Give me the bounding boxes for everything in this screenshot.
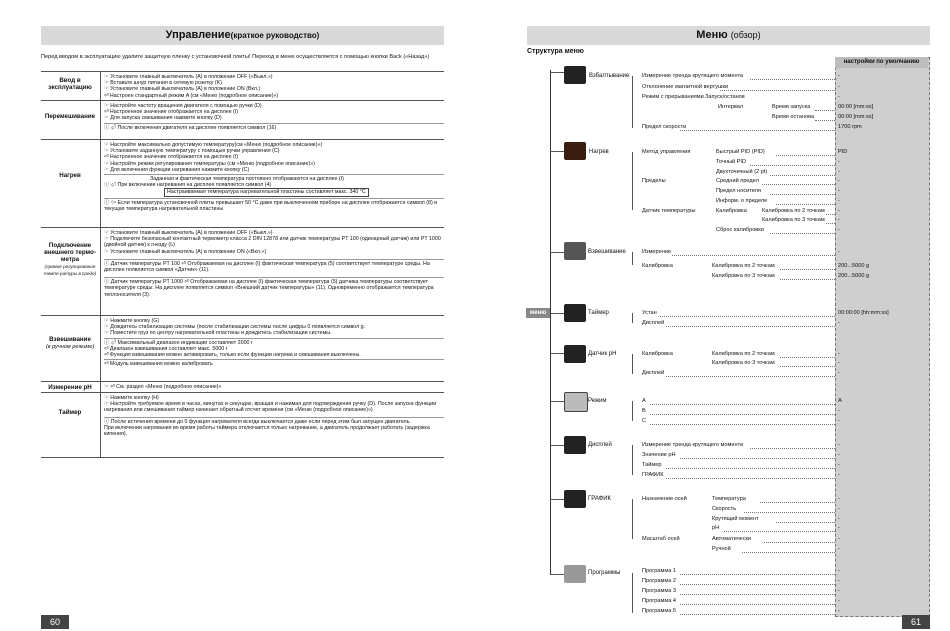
leader [724,531,835,532]
row-line: ⏎ Модуль взвешивания можно калибровать [104,359,444,367]
menu-item: Время запуска [772,104,811,110]
ph-sensor-icon [564,345,586,363]
default-value: - [838,588,840,594]
row-line: ☞ Дождитесь стабилизации системы (после стабилизации системы после цифры 0 появляется символ g. [104,324,366,331]
row-line: ☞ Установите главный выключатель (A) в положение ON («Вкл.») [104,248,267,255]
menu-item: B [642,408,646,414]
default-value: 00:00 [mm:ss] [838,104,874,110]
connector [550,313,564,314]
menu-item: Режим с прерываниями [642,94,704,100]
default-value: - [838,198,840,204]
row-line: ⓘ Датчик температуры PT 100 ⏎ Отображаемая на дисплее (I) фактическая температура (5) соответствует температуре среды. На дисплее появляется символ «Датчик» (11). [104,259,444,273]
menu-item: Запуск/останов [705,94,745,100]
menu-item: Таймер [642,462,662,468]
menu-item: Калибровка по 3 точкам [712,273,775,279]
structure-title: Структура меню [527,48,584,55]
menu-item: Автоматически [712,536,752,542]
menu-item: Калибровка по 2 точкам [762,208,825,214]
menu-item: Масштаб осей [642,536,680,542]
leader [815,120,835,121]
row-line: ⓘ ⏎ После включения двигателя на дисплее появляется символ (16) [104,123,444,131]
row-line: ☞ Поместите груз по центру нагревательной пластины и дождитесь стабилизации системы. [104,330,332,337]
menu-item: Скорость [712,506,737,512]
row-line: ⓘ После истечения времени до 0 функция нагревателя всегда выключается даже если перед этим был запущен двигатель. [104,417,444,425]
menu-item: Калибровка по 2 точкам [712,263,775,269]
leader [776,522,835,523]
menu-item: Дисплей [642,320,665,326]
section-label: Датчик pH [588,351,617,357]
right-page [480,0,950,631]
leader [770,194,835,195]
row-line: ⓘ Датчик температуры PT 1000 ⏎ Отображаемая на дисплее (I) фактическая температура (5) датчика температуры соответствует температуре среды. На дисплее появляется символ «Внешний датчик температуры» (11). Одновременно отображается температура теплоносителя (3). [104,277,444,298]
menu-item: Средний предел [716,178,759,184]
defaults-header: настройки по умолчанию [835,57,928,68]
default-value: - [838,408,840,414]
default-value: 00:00:00 [hh:mm:ss] [838,310,889,316]
default-value: - [838,208,840,214]
row-label-text: Взвешивание [49,336,91,343]
table-row [41,139,444,228]
default-value: - [838,608,840,614]
default-value: - [838,496,840,502]
menu-item: Отклонение магнитной вертушки [642,84,729,90]
section-label: Режим [588,398,607,404]
row-label: Нагрев [59,172,81,179]
left-page [0,0,470,631]
branch-line [632,252,633,265]
menu-item: Двухточечный (2 pt) [716,169,768,175]
row-label [41,336,99,351]
section-label: ГРАФИК [588,496,612,502]
default-value: - [838,84,840,90]
connector [550,72,564,73]
leader [750,165,835,166]
default-value: - [838,249,840,255]
leader [680,614,835,615]
menu-item: Точный PID [716,159,746,165]
menu-item: Назначение осей [642,496,687,502]
menu-item: ГРАФИК [642,472,664,478]
row-line: ☞ Нажмите кнопку (H) [104,395,159,401]
leader [650,404,835,405]
default-value: - [838,536,840,542]
branch-line [632,152,633,210]
row-line: ☞ Установите главный выключатель (A) в положение OFF («Выкл.») [104,230,273,236]
leader [660,316,835,317]
menu-item: pH [712,525,720,531]
row-line: ⓘ ⏎ При включении нагревания на дисплее появляется символ (4) [104,182,272,189]
default-value: - [838,462,840,468]
row-line: ☞ ⏎ См. раздел «Меню (подробное описание)» [104,384,222,390]
row-line: ☞ Для включения функции нагревания нажмите кнопку (C) [104,166,250,173]
row-line: ⏎ Функция взвешивания можно активировать, только если функции нагрева и смешивания выключены. [104,352,361,359]
row-label: Таймер [58,409,82,416]
menu-item: Калибровка по 3 точкам [762,217,825,223]
menu-item: Время останова [772,114,815,120]
menu-item: Калибровка по 3 точкам [712,360,775,366]
page-title: Меню [696,29,728,41]
section-label: Нагрев [589,149,609,155]
leader [780,269,835,270]
leader [780,357,835,358]
leader [680,584,835,585]
leader [666,478,835,479]
page-title-bar [41,26,444,45]
programs-icon [564,565,586,583]
leader [770,175,835,176]
row-label: Измерение pH [48,384,92,391]
leader [815,110,835,111]
leader [780,366,835,367]
leader [764,542,835,543]
page-number: 61 [902,615,930,629]
default-value: 00:00 [mm:ss] [838,114,874,120]
leader [680,574,835,575]
leader [776,204,835,205]
leader [762,184,835,185]
default-value: - [838,94,840,100]
menu-item: Измерение тренда крутящего момента [642,442,744,448]
leader [750,448,835,449]
section-label: Взвешивание [588,249,626,255]
row-line: ☞ Установите главный выключатель (A) в положение OFF («Выкл.») [104,74,273,80]
menu-item: Предел носителя [716,188,761,194]
menu-item: Измерение тренда крутящего момента [642,73,744,79]
menu-item: Калибровка по 2 точкам [712,351,775,357]
row-line: ☞ Настройте режим регулирования температуры (см «Меню (подробное описание)») [104,160,315,167]
row-line: ☞ Настройте максимально допустимую температуру(см «Меню (подробное описание)») [104,142,323,148]
branch-line [632,401,633,421]
section-label: Дисплей [588,442,612,448]
intro-text: Перед вводом в эксплуатацию удалите защитную пленку с установочной плиты! Переход в меню осуществляется с помощью кнопки Back («Назад») [41,54,430,60]
row-label: Ввод в эксплуатацию [48,77,92,91]
default-value: - [838,442,840,448]
menu-item: Метод управления [642,149,691,155]
row-line: ☞ Установите заданную температуру с помощью ручки управления (C) [104,148,280,155]
leader [680,130,835,131]
menu-item: Программа 3 [642,588,676,594]
page-title: Управление [165,29,231,41]
menu-item: Значение pH [642,452,676,458]
menu-tag: меню [526,308,550,318]
section-label: Программы [588,570,621,576]
default-value: A [838,398,842,404]
leader [666,376,835,377]
default-value: - [838,506,840,512]
leader [666,468,835,469]
temperature-note: Настраиваемая температура нагревательной пластины составляет макс. 340 °C [164,188,369,196]
menu-item: Ручной [712,546,731,552]
default-value: - [838,370,840,376]
weight-icon [564,242,586,260]
stirring-icon [564,66,586,84]
leader [826,214,835,215]
connector [550,574,564,575]
row-line: ⏎ Диапазон взвешивания составляет макс. 5000 г [104,345,228,352]
row-label-note: (прямое регулирование темпе-ратуры в среде) [43,264,97,276]
row-line: ⏎ Настроенное значение отображается на дисплее (I) [104,109,239,116]
row-line: ☞ Настройте частоту вращения двигателя с помощью ручки (D) [104,103,262,109]
leader [680,458,835,459]
row-line: ☞ Установите главный выключатель (A) в положение ON (Вкл.) [104,86,261,93]
leader [672,255,835,256]
default-value: - [838,217,840,223]
default-value: - [838,159,840,165]
table-row [41,315,444,380]
leader [742,552,835,553]
row-line: ☞ Нажмите кнопку (G) [104,318,160,324]
menu-item: Пределы [642,178,666,184]
branch-line [632,313,633,323]
leader [826,223,835,224]
branch-line [632,573,633,613]
row-line: ⓘ ⇦ Если температура установочной плиты превышает 50 °C даже при выключенном приборе на дисплее отображается символ (8) и текущая температура нагревательной пластины [104,198,444,212]
default-value: 1700 rpm [838,124,862,130]
row-label [41,242,99,277]
connector [550,252,564,253]
leader [666,326,835,327]
menu-item: Интервал [718,104,744,110]
default-value: - [838,598,840,604]
row-line: ☞ Для запуска смешивания нажмите кнопку (D) [104,115,222,122]
row-line: ⏎ Настроен стандартный режим A (см «Меню (подробное описание)») [104,92,279,99]
table-row [41,100,444,137]
menu-item: C [642,418,647,424]
branch-line [632,76,633,128]
default-value: - [838,452,840,458]
default-value: - [838,73,840,79]
row-line: ⓘ ⏎ Максимальный диапазон индикации составляет 2000 г [104,338,444,346]
leader [680,594,835,595]
default-value: - [838,472,840,478]
menu-item: Программа 1 [642,568,676,574]
default-value: - [838,418,840,424]
page-number: 60 [41,615,69,629]
heating-icon [564,142,586,160]
menu-item: Калибровка [716,208,747,214]
row-line: При включении нагревания во время работы таймера отключается только нагревание, а двигатель продолжает работать (задержка кипения). [104,424,430,438]
row-line: ⏎ Настроенное значение отображается на дисплее (I) [104,154,239,161]
table-row [41,227,444,316]
default-value: 200...5000 g [838,273,870,279]
menu-item: Крутящий момент [712,516,759,522]
row-label: Перемешивание [44,113,96,120]
leader [650,424,835,425]
menu-item: A [642,398,646,404]
default-value: - [838,351,840,357]
leader [744,512,835,513]
default-value: - [838,320,840,326]
default-value: - [838,188,840,194]
menu-item: Калибровка [642,263,673,269]
connector [550,401,564,402]
default-value: - [838,546,840,552]
menu-item: Быстрый PID (PID) [716,149,765,155]
branch-line [632,499,633,539]
section-label: Взбалтывание [589,73,630,79]
row-line: ☞ Вставьте шнур питания в сетевую розетку (K) [104,80,222,87]
connector [550,445,564,446]
default-value: - [838,516,840,522]
menu-item: Предел скорости [642,124,687,130]
leader [680,604,835,605]
default-value: - [838,525,840,531]
connector [550,353,564,354]
default-value: - [838,169,840,175]
connector [550,499,564,500]
menu-item: Программа 2 [642,578,676,584]
section-label: Таймер [588,310,609,316]
row-line: ☞ Настройте требуемое время в часах, минутах и секундах, вращая и нажимая для подтверждения ручку (D). После запуска функции нагревания или смешивания таймер начинает обратный отсчет времени (см «Меню (подробное описание)») [104,401,437,414]
timer-icon [564,304,586,322]
menu-item: Калибровка [642,351,673,357]
leader [780,279,835,280]
row-line: Заданная и фактическая температура постоянно отображаются на дисплее (I) [104,174,444,182]
leader [776,155,835,156]
leader [650,414,835,415]
leader [720,90,835,91]
default-value: PID [838,149,848,155]
branch-line [632,445,633,475]
page-subtitle: (обзор) [730,30,761,40]
display-icon [564,436,586,454]
default-value: - [838,568,840,574]
menu-item: Температура [712,496,746,502]
menu-item: Дисплей [642,370,665,376]
menu-item: Сброс калибровки [716,227,764,233]
row-label-text: Подключение внешнего термо-метра [44,242,96,263]
branch-line [632,354,633,374]
page-subtitle: (краткое руководство) [230,31,320,40]
default-value: - [838,227,840,233]
menu-item: Измерение [642,249,672,255]
menu-item: Программа 5 [642,608,676,614]
graph-icon [564,490,586,508]
default-value: - [838,360,840,366]
row-label-note: (в ручном режиме) [45,344,95,350]
leader [750,79,835,80]
mode-icon [564,392,588,412]
row-line: ☞ Подключите безопасный контактный термометр класса 2 DIN 12878 или датчик температуры PT 100 (одинарный датчик) или PT 1000 (двойной датчик) к гнезду (L) [104,236,441,249]
defaults-column [835,57,930,617]
default-value: - [838,178,840,184]
menu-item: Устан [642,310,657,316]
menu-item: Датчик температуры [642,208,696,214]
connector [550,151,564,152]
leader [770,233,835,234]
default-value: - [838,578,840,584]
menu-item: Информ. о пределе [716,198,768,204]
leader [760,502,835,503]
default-value: 200...5000 g [838,263,870,269]
page-title-bar [527,26,930,45]
menu-item: Программа 4 [642,598,676,604]
table-row [41,392,444,458]
